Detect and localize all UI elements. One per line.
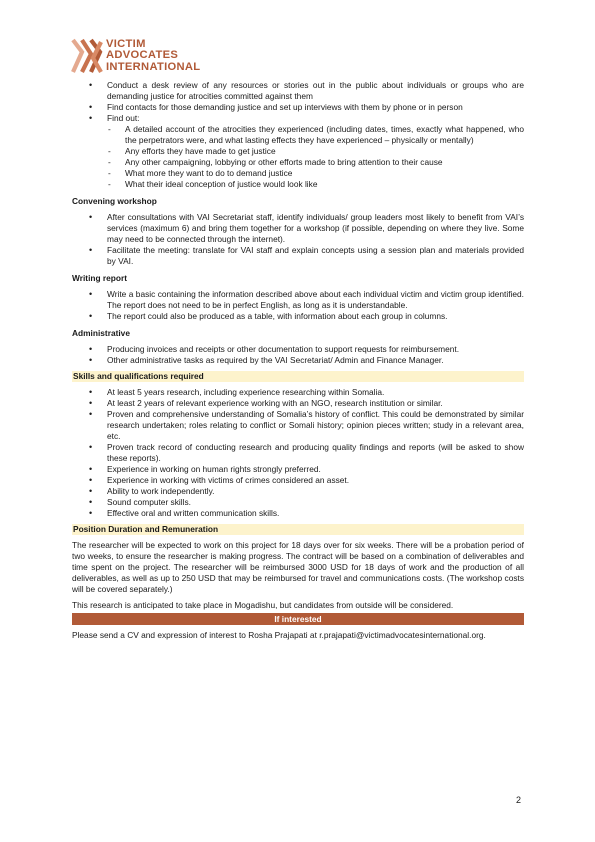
list-item: • Proven and comprehensive understanding of Somalia’s history of conflict. This could be demonstrated by similar research undertaken; roles relating to conflict or Somali history; opinion pieces written; study in a relevant area, etc.: [72, 409, 524, 442]
sub-list-item: - Any other campaigning, lobbying or other efforts made to bring attention to their cause: [107, 157, 524, 168]
location-paragraph: This research is anticipated to take place in Mogadishu, but candidates from outside will be considered.: [72, 600, 454, 610]
admin-list: [72, 344, 524, 366]
list-item: • Other administrative tasks as required by the VAI Secretariat/ Admin and Finance Manager.: [72, 355, 524, 366]
logo-line-2: ADVOCATES: [106, 49, 179, 62]
workshop-list: [72, 212, 524, 267]
sub-list-item: - Any efforts they have made to get justice: [107, 146, 524, 157]
sub-list-item: - A detailed account of the atrocities they experienced (including dates, times, exactly what happened, who the perpetrators were, and what lasting effects they have experienced – physically or mentally): [107, 124, 524, 146]
list-item: • Experience in working with victims of crimes considered an asset.: [72, 475, 524, 486]
list-item: • At least 2 years of relevant experience working with an NGO, research institution or similar.: [72, 398, 524, 409]
section-heading-duration: Position Duration and Remuneration: [72, 524, 524, 535]
logo-line-1: VICTIM: [106, 38, 146, 50]
interest-paragraph: Please send a CV and expression of interest to Rosha Prajapati at r.prajapati@victimadvocatesinternational.org.: [72, 630, 486, 640]
list-item: • Conduct a desk review of any resources or stories out in the public about individuals or groups who are demanding justice for atrocities committed against them: [72, 80, 524, 102]
find-out-label: Find out:: [107, 113, 140, 123]
skills-list: [72, 387, 524, 519]
list-item: • At least 5 years research, including experience researching within Somalia.: [72, 387, 524, 398]
section-heading-interest: If interested: [72, 613, 524, 625]
list-item: • Facilitate the meeting: translate for VAI staff and explain concepts using a session plan and materials provided by VAI.: [72, 245, 524, 267]
list-item: • Producing invoices and receipts or other documentation to support requests for reimbursement.: [72, 344, 524, 355]
section-heading-workshop: Convening workshop: [72, 196, 157, 206]
page-number: 2: [516, 795, 522, 805]
logo-wordmark: [106, 39, 266, 73]
section-heading-skills: Skills and qualifications required: [72, 371, 524, 382]
list-item: • Sound computer skills.: [72, 497, 524, 508]
tasks-list: [72, 80, 524, 190]
document-body: [72, 80, 524, 641]
logo-line-3: INTERNATIONAL: [106, 60, 201, 73]
sub-list-item: - What more they want to do to demand justice: [107, 168, 524, 179]
list-item: • The report could also be produced as a table, with information about each group in columns.: [72, 311, 524, 322]
list-item: • Ability to work independently.: [72, 486, 524, 497]
duration-paragraph: The researcher will be expected to work on this project for 18 days over for six weeks. There will be a probation period of two weeks, to ensure the researcher is making progress. The contract will be based on a combination of deliverables and time spent on the project. The researcher will be reimbursed 3000 USD for 18 days of work and the production of all deliverables, as well as up to 250 USD that may be reimbursed for travel and communications costs. (The workshop costs will be covered separately.): [72, 540, 524, 594]
list-item: • Effective oral and written communication skills.: [72, 508, 524, 519]
list-item: • Experience in working on human rights strongly preferred.: [72, 464, 524, 475]
section-heading-report: Writing report: [72, 273, 128, 283]
list-item: [72, 113, 524, 190]
report-list: [72, 289, 524, 322]
list-item: • Write a basic containing the information described above about each individual victim and victim group identified. The report does not need to be in perfect English, as long as it is understandable.: [72, 289, 524, 311]
sub-list-item: - What their ideal conception of justice would look like: [107, 179, 524, 190]
list-item: • Proven track record of conducting research and producing quality findings and reports (will be asked to show these reports).: [72, 442, 524, 464]
list-item: • After consultations with VAI Secretariat staff, identify individuals/ group leaders most likely to benefit from VAI’s services (maximum 6) and bring them together for a workshop (if possible, depending on where they live. Some may need to be connected through the internet).: [72, 212, 524, 245]
section-heading-admin: Administrative: [72, 328, 130, 338]
find-out-list: [107, 124, 524, 190]
vai-logo-mark-icon: [70, 38, 104, 74]
list-item: • Find contacts for those demanding justice and set up interviews with them by phone or in person: [72, 102, 524, 113]
